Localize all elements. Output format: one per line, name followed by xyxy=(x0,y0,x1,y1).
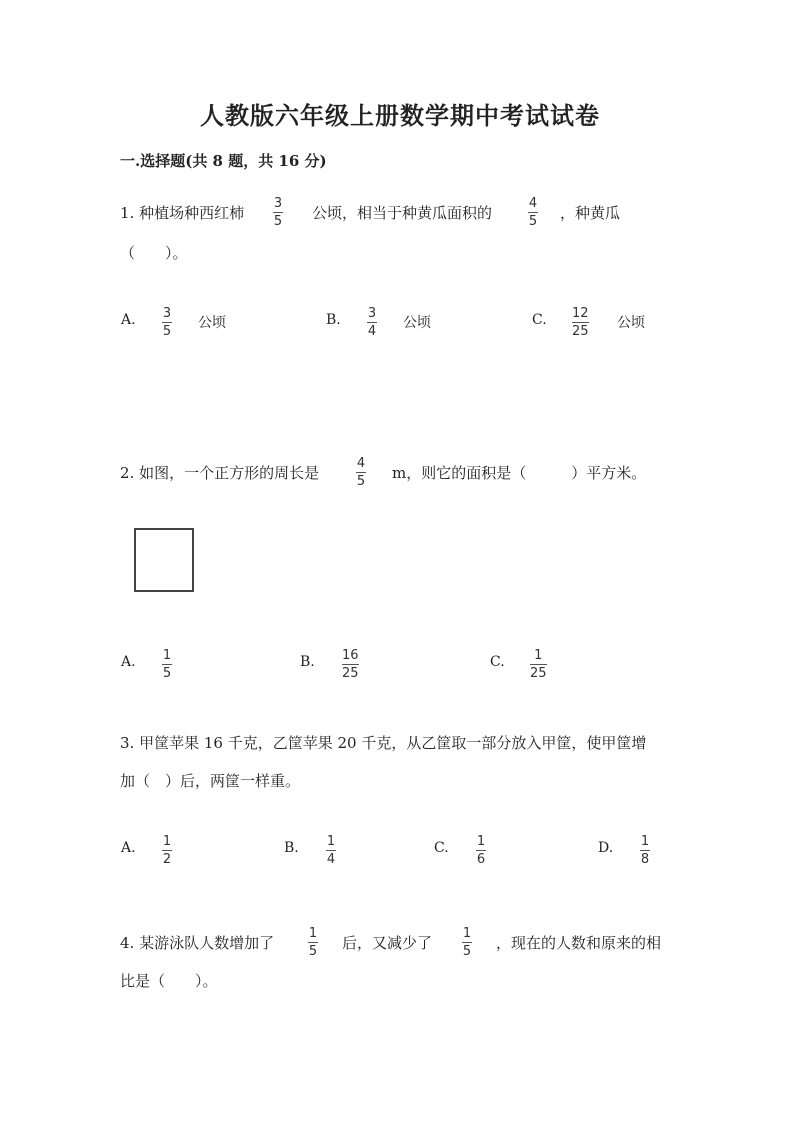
numerator: 1 xyxy=(640,834,650,849)
denominator: 5 xyxy=(162,666,172,681)
option-letter: A. xyxy=(121,312,136,328)
q1-line-2: （ ）。 xyxy=(120,244,188,262)
q4-text-b: 后，又减少了 xyxy=(342,934,433,952)
option-letter: A. xyxy=(121,840,136,856)
option-fraction xyxy=(476,834,486,867)
option-fraction xyxy=(342,648,359,681)
option-fraction xyxy=(162,306,172,339)
option-unit: 公顷 xyxy=(198,315,226,331)
denominator: 4 xyxy=(367,324,377,339)
numerator: 16 xyxy=(342,648,359,663)
q2-fraction-1-denominator: 5 xyxy=(356,474,366,489)
q4-text-c: ，现在的人数和原来的相 xyxy=(496,934,662,952)
q4-text-a: 4. 某游泳队人数增加了 xyxy=(120,934,275,952)
option-letter: B. xyxy=(326,312,341,328)
q1-fraction-2-denominator: 5 xyxy=(528,214,538,229)
square-figure xyxy=(134,528,194,592)
numerator: 1 xyxy=(162,834,172,849)
q1-fraction-1-numerator: 3 xyxy=(273,196,283,211)
option-unit: 公顷 xyxy=(403,315,431,331)
q4-line-2: 比是（ ）。 xyxy=(120,972,218,990)
q4-fraction-1-denominator: 5 xyxy=(308,944,318,959)
option-unit: 公顷 xyxy=(617,315,645,331)
denominator: 2 xyxy=(162,852,172,867)
option-fraction xyxy=(162,834,172,867)
q1-fraction-2 xyxy=(528,196,538,229)
denominator: 4 xyxy=(326,852,336,867)
q1-fraction-2-numerator: 4 xyxy=(528,196,538,211)
numerator: 1 xyxy=(162,648,172,663)
section-heading: 一.选择题(共 8 题，共 16 分) xyxy=(120,152,327,170)
denominator: 6 xyxy=(476,852,486,867)
denominator: 25 xyxy=(342,666,359,681)
q2-text-b: m，则它的面积是（ ）平方米。 xyxy=(392,464,647,482)
option-letter: C. xyxy=(532,312,547,328)
option-letter: B. xyxy=(300,654,315,670)
q2-fraction-1-numerator: 4 xyxy=(356,456,366,471)
q1-text-c: ，种黄瓜 xyxy=(560,204,621,222)
option-letter: A. xyxy=(121,654,136,670)
numerator: 12 xyxy=(572,306,589,321)
option-fraction xyxy=(367,306,377,339)
numerator: 1 xyxy=(476,834,486,849)
numerator: 1 xyxy=(534,648,543,663)
q1-fraction-1-denominator: 5 xyxy=(273,214,283,229)
q1-text-a: 1. 种植场种西红柿 xyxy=(120,204,245,222)
option-fraction xyxy=(572,306,589,339)
q2-fraction-1 xyxy=(356,456,366,489)
q4-fraction-2 xyxy=(462,926,472,959)
option-fraction xyxy=(326,834,336,867)
option-letter: C. xyxy=(490,654,505,670)
denominator: 8 xyxy=(640,852,650,867)
option-fraction xyxy=(530,648,547,681)
q4-fraction-2-denominator: 5 xyxy=(462,944,472,959)
page-title: 人教版六年级上册数学期中考试试卷 xyxy=(200,101,600,130)
option-fraction xyxy=(640,834,650,867)
q4-fraction-2-numerator: 1 xyxy=(462,926,472,941)
q1-fraction-1 xyxy=(273,196,283,229)
q4-fraction-1-numerator: 1 xyxy=(308,926,318,941)
numerator: 3 xyxy=(162,306,172,321)
option-letter: D. xyxy=(598,840,614,856)
q2-text-a: 2. 如图，一个正方形的周长是 xyxy=(120,464,320,482)
q4-fraction-1 xyxy=(308,926,318,959)
numerator: 3 xyxy=(367,306,377,321)
q3-line-2: 加（ ）后，两筐一样重。 xyxy=(120,772,301,790)
option-letter: B. xyxy=(284,840,299,856)
option-fraction xyxy=(162,648,172,681)
denominator: 5 xyxy=(162,324,172,339)
denominator: 25 xyxy=(530,666,547,681)
option-letter: C. xyxy=(434,840,449,856)
numerator: 1 xyxy=(326,834,336,849)
denominator: 25 xyxy=(572,324,589,339)
q1-text-b: 公顷，相当于种黄瓜面积的 xyxy=(312,204,493,222)
q3-line-1: 3. 甲筐苹果 16 千克，乙筐苹果 20 千克，从乙筐取一部分放入甲筐，使甲筐增 xyxy=(120,734,647,752)
